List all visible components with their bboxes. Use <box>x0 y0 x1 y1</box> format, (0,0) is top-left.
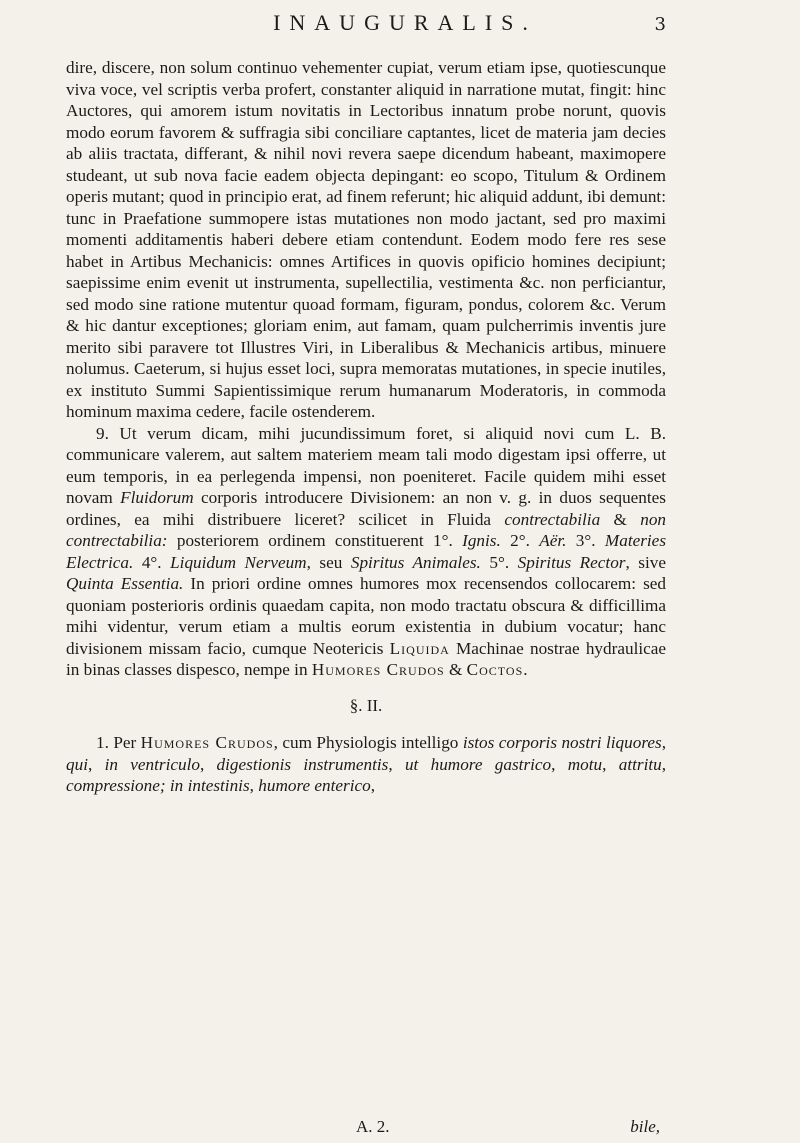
italic-run: in intestinis <box>169 776 250 795</box>
italic-run: Materies Electrica. <box>66 531 667 572</box>
paragraph-1 <box>66 57 666 423</box>
text-run: & <box>444 660 467 679</box>
italic-run: Aër. <box>539 531 567 550</box>
text-run: 4°. <box>133 552 171 572</box>
running-head: INAUGURALIS. <box>273 10 537 35</box>
italic-run: non contrectabilia: <box>66 509 666 550</box>
italic-run: digestionis instrumentis <box>216 754 389 774</box>
italic-run: Spiritus Rector <box>517 552 626 572</box>
italic-run: motu <box>567 754 603 774</box>
italic-run: ut humore gastrico <box>404 754 552 774</box>
section-heading: §. II. <box>349 695 383 715</box>
text-run: , seu <box>306 552 351 572</box>
text-run: dire, discere, non solum continuo vehementer cupiat, verum etiam ipse, quotiescunque viva voce, vel scriptis verba profert, constanter aliquid in narratione mutat, fingit: hinc Auctores, qui amorem istum novitatis in Lectoribus innatum probe norunt, quovis modo eorum favorem & suffragia sibi conciliare captantes, licet de materia jam decies ab aliis tractata, differant, & nihil novi revera saepe dicendum habeant, maximopere studeant, ut sub nova facie eadem objecta depingant: eo scopo, Titulum & Ordinem operis mutant; quod in principio erat, ad finem referunt; hic aliquid addunt, ibi demunt: tunc in Praefatione summopere istas mutationes non modo jactant, sed pro maximi momenti additamentis haberi debere etiam contendunt. Eodem modo fere res sese habet in Artibus Mechanicis: omnes Artifices in quovis opificio homines decipiunt; saepissime enim evenit ut instrumenta, supellectilia, vestimenta &c. non perficiantur, sed modo sine ratione mutentur quoad formam, figuram, pondus, colorem &c. Verum & hic dantur exceptiones; gloriam enim, aut famam, quam pulcherrimis inventis jure merito sibi paravere tot Illustres Viri, in Liberalibus & Mechanicis artibus, minuere nolumus. Caeterum, si hujus esset loci, supra memoratas mutationes, in specie inutiles, ex instituto Summi Sapientissimique rerum humanarum Moderatoris, in commoda hominum maxima cedere, facile ostenderem. <box>66 58 666 421</box>
small-caps-run: Humores Crudos <box>311 660 445 679</box>
text-run: posteriorem ordinem constituerent 1°. <box>167 531 463 550</box>
small-caps-run: Humores Crudos <box>140 733 274 752</box>
italic-run: compressione; <box>66 776 166 795</box>
italic-run: Spiritus Animales. <box>350 552 481 572</box>
italic-run: istos corporis nostri liquores <box>462 733 662 752</box>
text-run: , cum Physiologis intelligo <box>273 733 463 752</box>
text-run: , <box>661 754 667 774</box>
text-run: Machinae nostrae hydraulicae in binas classes dispesco, nempe in <box>66 638 667 679</box>
text-run: 2°. <box>500 531 540 550</box>
italic-run: Ignis. <box>462 531 501 550</box>
text-run: , <box>388 754 405 774</box>
paragraph-section-2-1 <box>66 732 666 797</box>
italic-run: in ventriculo <box>104 754 200 774</box>
text-run: 9. Ut verum dicam, mihi jucundissimum foret, si aliquid novi cum L. B. communicare valerem, aut saltem materiem meam tali modo digestam ipsi offerre, ut eum temporis, in ea perlegenda impensi, non poeniteret. Facile quidem mihi esset novam <box>66 423 666 507</box>
italic-run: Fluidorum <box>120 488 194 507</box>
text-run: 5°. <box>480 552 518 572</box>
text-run: & <box>600 509 641 529</box>
text-run: , <box>370 776 376 795</box>
italic-run: humore enterico <box>258 776 371 795</box>
page-number: 3 <box>654 14 666 35</box>
text-run: 1. Per <box>96 733 141 752</box>
text-run: corporis introducere Divisionem: an non v. g. in duos sequentes ordines, ea mihi distribuere liceret? scilicet in Fluida <box>66 488 666 529</box>
body-text <box>66 57 666 797</box>
text-run: In priori ordine omnes humores mox recensendos collocarem: sed quoniam posterioris ordinis quaedam capita, non modo tractatu obscura & difficillima mihi videntur, verum etiam a multis eorum existentia in dubium vocatur; hanc divisionem missam facio, cumque Neotericis <box>66 574 666 658</box>
italic-run: qui <box>66 754 88 774</box>
italic-run: Liquidum Nerveum <box>170 552 307 572</box>
page-footer <box>66 1117 666 1139</box>
paragraph-9 <box>66 423 666 681</box>
small-caps-run: Liquida <box>389 638 450 658</box>
text-run: 3°. <box>566 531 605 550</box>
italic-run: contrectabilia <box>504 509 601 529</box>
italic-run: attritu <box>618 754 662 774</box>
text-run: , <box>602 754 619 774</box>
small-caps-run: Coctos. <box>466 660 529 679</box>
text-run: , <box>661 733 666 752</box>
catchword: bile, <box>630 1117 660 1136</box>
text-run: , <box>551 754 568 774</box>
text-run: , <box>249 776 259 795</box>
text-run: , <box>87 754 105 774</box>
text-run: , sive <box>625 552 666 572</box>
signature-mark: A. 2. <box>356 1117 390 1136</box>
italic-run: Quinta Essentia. <box>66 574 184 593</box>
text-run: , <box>199 754 217 774</box>
